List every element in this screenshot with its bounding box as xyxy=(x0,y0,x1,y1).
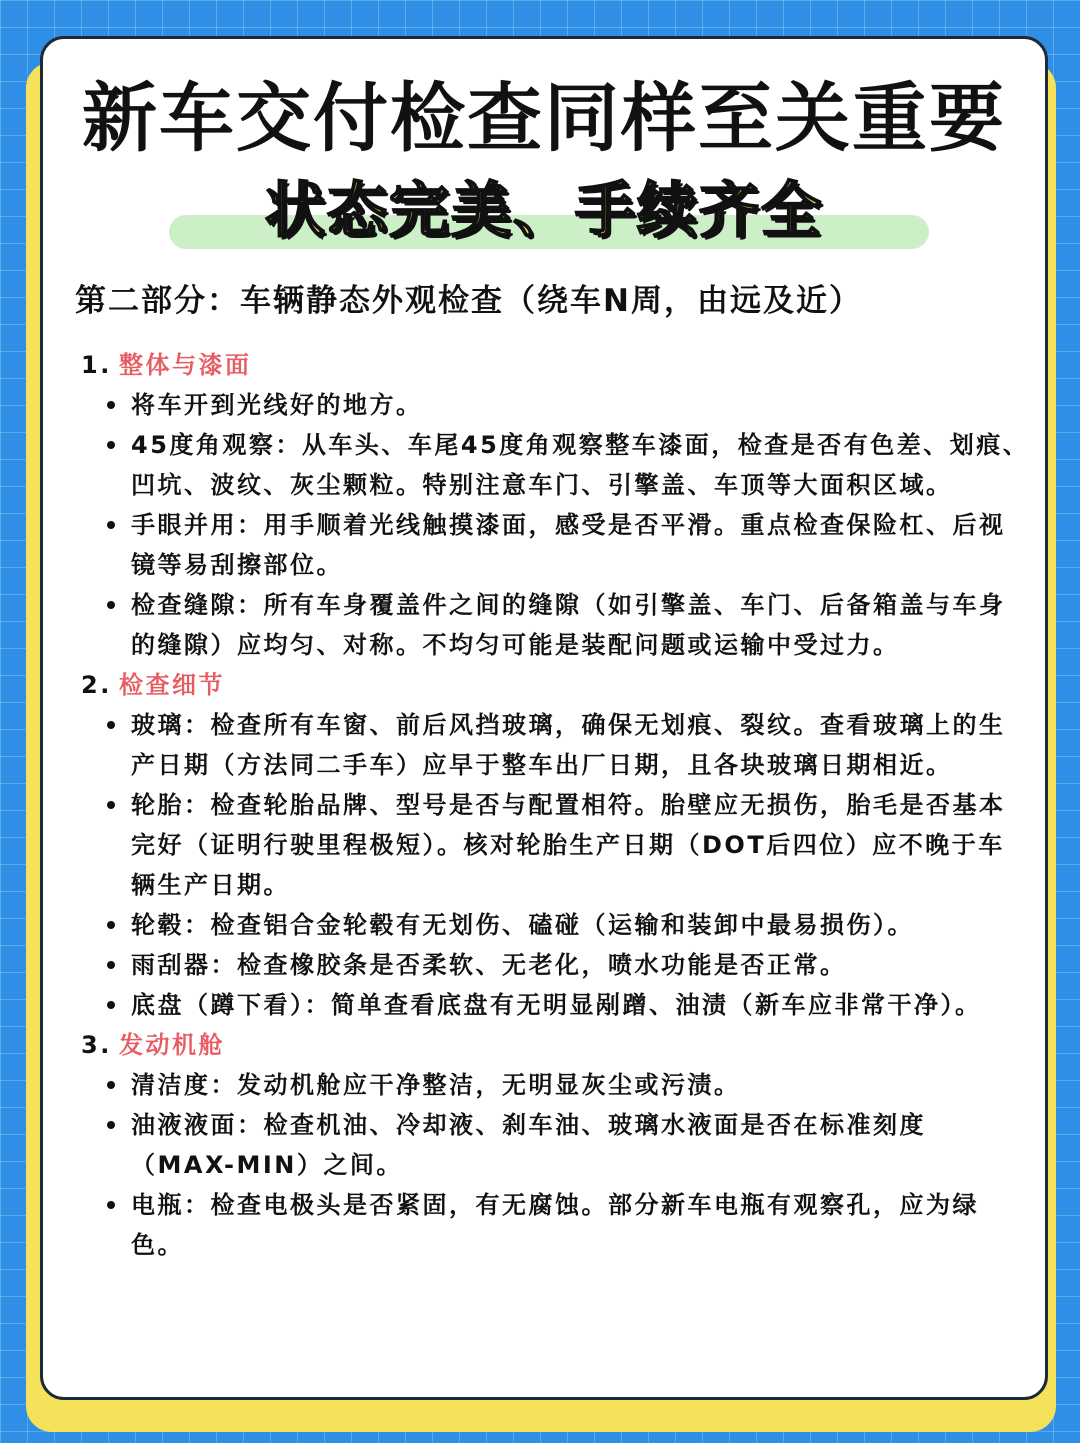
section-heading: 第二部分：车辆静态外观检查（绕车N周，由远及近） xyxy=(75,283,862,319)
group-number: 2. xyxy=(81,671,112,699)
group-label: 整体与漆面 xyxy=(119,351,252,379)
list-item: 检查缝隙：所有车身覆盖件之间的缝隙（如引擎盖、车门、后备箱盖与车身的缝隙）应均匀、对称。不均匀可能是装配问题或运输中受过力。 xyxy=(131,585,1031,665)
group-number: 3. xyxy=(81,1031,112,1059)
list-item: 45度角观察：从车头、车尾45度角观察整车漆面，检查是否有色差、划痕、凹坑、波纹、灰尘颗粒。特别注意车门、引擎盖、车顶等大面积区域。 xyxy=(131,425,1031,505)
list-item: 底盘（蹲下看）：简单查看底盘有无明显剐蹭、油渍（新车应非常干净）。 xyxy=(131,985,1031,1025)
bullet-list xyxy=(81,705,1031,1025)
list-item: 玻璃：检查所有车窗、前后风挡玻璃，确保无划痕、裂纹。查看玻璃上的生产日期（方法同二手车）应早于整车出厂日期，且各块玻璃日期相近。 xyxy=(131,705,1031,785)
checklist xyxy=(81,345,1031,1265)
group-number: 1. xyxy=(81,351,112,379)
group-label: 发动机舱 xyxy=(119,1031,225,1059)
content-card xyxy=(40,36,1048,1400)
list-item: 将车开到光线好的地方。 xyxy=(131,385,1031,425)
bullet-list xyxy=(81,1065,1031,1265)
checklist-group-paint xyxy=(81,345,1031,665)
bullet-list xyxy=(81,385,1031,665)
list-item: 轮胎：检查轮胎品牌、型号是否与配置相符。胎壁应无损伤，胎毛是否基本完好（证明行驶里程极短）。核对轮胎生产日期（DOT后四位）应不晚于车辆生产日期。 xyxy=(131,785,1031,905)
list-item: 雨刮器：检查橡胶条是否柔软、无老化，喷水功能是否正常。 xyxy=(131,945,1031,985)
list-item: 电瓶：检查电极头是否紧固，有无腐蚀。部分新车电瓶有观察孔，应为绿色。 xyxy=(131,1185,1031,1265)
group-title xyxy=(81,345,1031,385)
list-item: 轮毂：检查铝合金轮毂有无划伤、磕碰（运输和装卸中最易损伤）。 xyxy=(131,905,1031,945)
checklist-group-details xyxy=(81,665,1031,1025)
page-subtitle: 状态完美、手续齐全 xyxy=(265,176,823,246)
list-item: 清洁度：发动机舱应干净整洁，无明显灰尘或污渍。 xyxy=(131,1065,1031,1105)
list-item: 油液液面：检查机油、冷却液、刹车油、玻璃水液面是否在标准刻度（MAX-MIN）之间。 xyxy=(131,1105,1031,1185)
group-label: 检查细节 xyxy=(119,671,225,699)
list-item: 手眼并用：用手顺着光线触摸漆面，感受是否平滑。重点检查保险杠、后视镜等易刮擦部位。 xyxy=(131,505,1031,585)
page-title: 新车交付检查同样至关重要 xyxy=(81,74,1006,162)
group-title xyxy=(81,1025,1031,1065)
checklist-group-engine xyxy=(81,1025,1031,1265)
group-title xyxy=(81,665,1031,705)
